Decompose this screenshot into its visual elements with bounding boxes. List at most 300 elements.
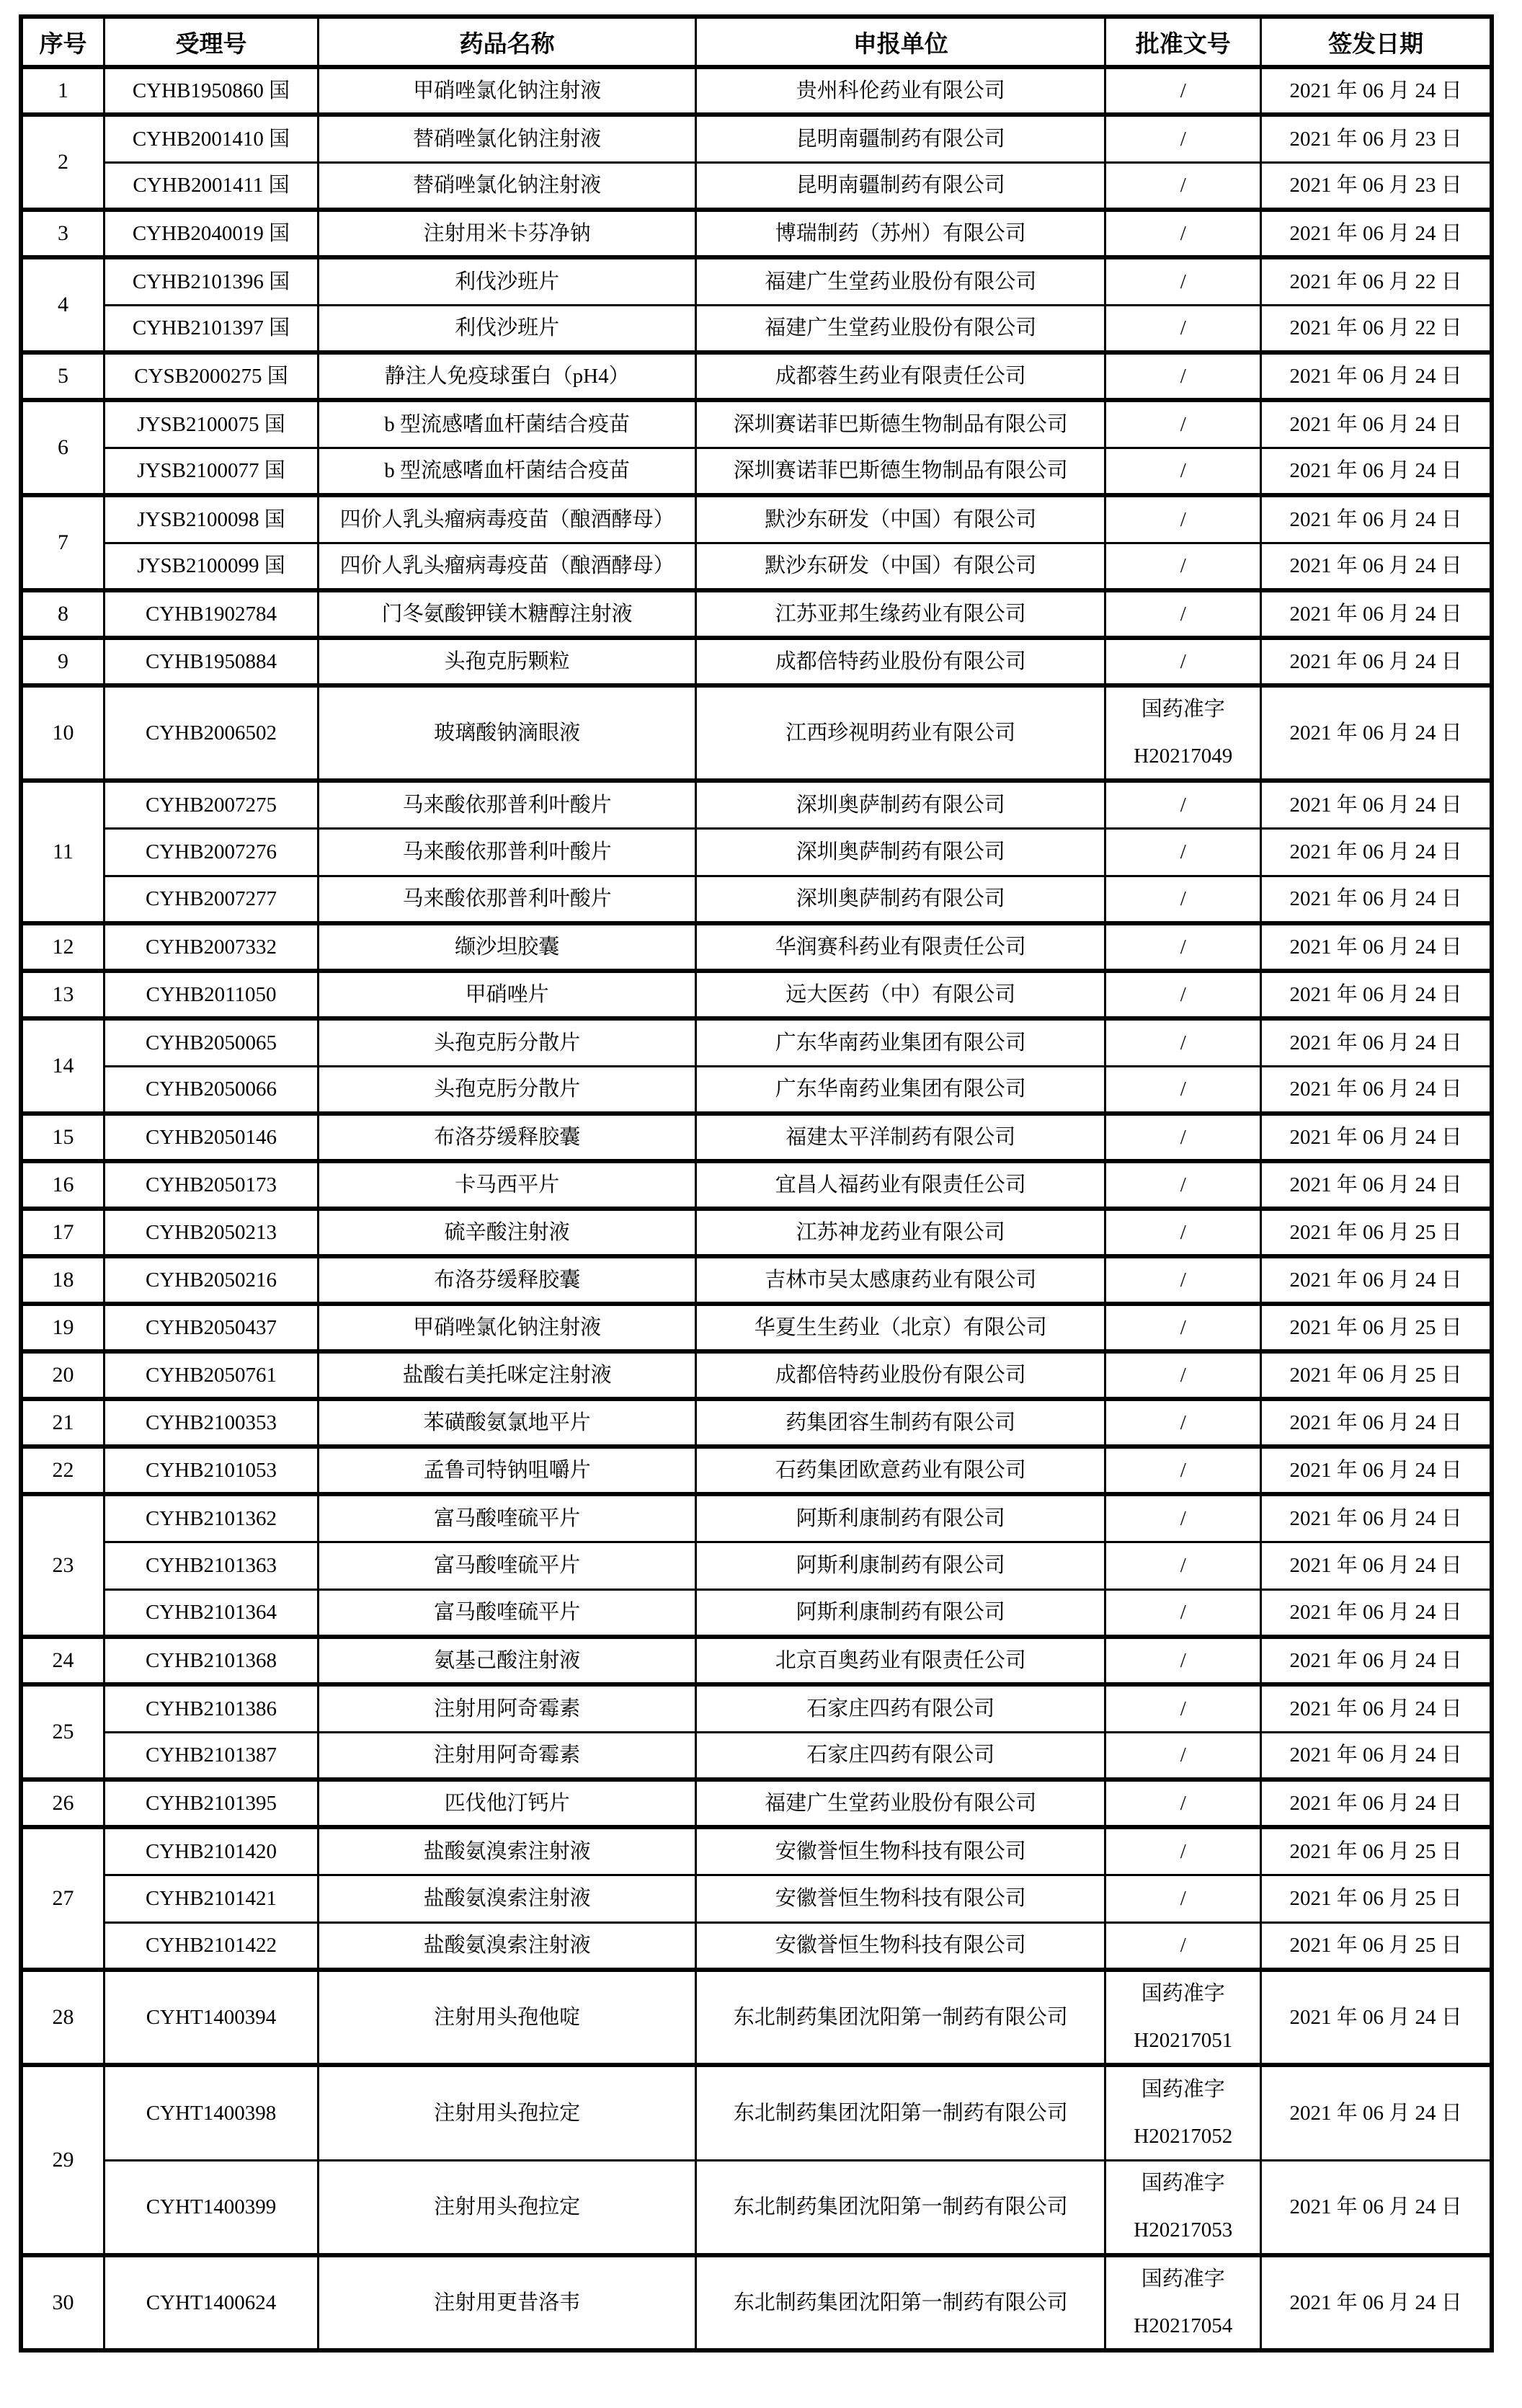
applicant-cell: 安徽誉恒生物科技有限公司: [696, 1922, 1105, 1970]
table-row: [21, 495, 1492, 543]
approval-number-cell: /: [1105, 543, 1261, 590]
issue-date-cell: 2021 年 06 月 24 日: [1261, 638, 1492, 685]
serial-number-cell: 6: [21, 400, 104, 495]
drug-name-cell: 玻璃酸钠滴眼液: [319, 685, 696, 781]
serial-number-cell: 4: [21, 257, 104, 352]
serial-number-cell: 15: [21, 1114, 104, 1161]
issue-date-cell: 2021 年 06 月 22 日: [1261, 257, 1492, 305]
approval-number-cell: /: [1105, 400, 1261, 448]
serial-number-cell: 24: [21, 1637, 104, 1684]
approval-number-cell: /: [1105, 1018, 1261, 1066]
issue-date-cell: 2021 年 06 月 24 日: [1261, 1066, 1492, 1114]
acceptance-number-cell: CYHT1400398: [104, 2065, 318, 2160]
issue-date-cell: 2021 年 06 月 24 日: [1261, 67, 1492, 115]
approval-number-cell: /: [1105, 162, 1261, 210]
issue-date-cell: 2021 年 06 月 24 日: [1261, 1256, 1492, 1304]
acceptance-number-cell: CYHB2101397 国: [104, 305, 318, 352]
issue-date-cell: 2021 年 06 月 24 日: [1261, 400, 1492, 448]
approval-number-cell: [1105, 2065, 1261, 2160]
approval-number-line: H20217052: [1134, 2124, 1233, 2148]
acceptance-number-cell: CYHB2101364: [104, 1589, 318, 1637]
table-row: [21, 1209, 1492, 1256]
applicant-cell: 远大医药（中）有限公司: [696, 971, 1105, 1018]
table-row: [21, 305, 1492, 352]
approval-number-cell: /: [1105, 781, 1261, 828]
acceptance-number-cell: CYHB2050173: [104, 1161, 318, 1209]
table-row: [21, 115, 1492, 162]
col-header-serial-number: 序号: [21, 17, 104, 67]
acceptance-number-cell: CYHB2001410 国: [104, 115, 318, 162]
serial-number-cell: 2: [21, 115, 104, 210]
approval-number-line: H20217054: [1134, 2314, 1233, 2337]
table-row: [21, 162, 1492, 210]
approval-number-cell: /: [1105, 1161, 1261, 1209]
drug-name-cell: 马来酸依那普利叶酸片: [319, 781, 696, 828]
applicant-cell: 东北制药集团沈阳第一制药有限公司: [696, 2160, 1105, 2255]
table-row: [21, 1684, 1492, 1732]
table-row: [21, 543, 1492, 590]
serial-number-cell: 21: [21, 1399, 104, 1447]
acceptance-number-cell: CYHB2050066: [104, 1066, 318, 1114]
acceptance-number-cell: CYHB2101386: [104, 1684, 318, 1732]
table-row: [21, 1161, 1492, 1209]
acceptance-number-cell: CYHB2101363: [104, 1542, 318, 1589]
applicant-cell: 阿斯利康制药有限公司: [696, 1494, 1105, 1542]
issue-date-cell: 2021 年 06 月 24 日: [1261, 685, 1492, 781]
approval-number-cell: /: [1105, 1399, 1261, 1447]
approval-number-cell: /: [1105, 876, 1261, 923]
table-row: [21, 1351, 1492, 1399]
applicant-cell: 昆明南疆制药有限公司: [696, 115, 1105, 162]
drug-name-cell: 缬沙坦胶囊: [319, 923, 696, 971]
table-row: [21, 2065, 1492, 2160]
drug-name-cell: 注射用头孢拉定: [319, 2160, 696, 2255]
col-header-approval-number: 批准文号: [1105, 17, 1261, 67]
applicant-cell: 阿斯利康制药有限公司: [696, 1589, 1105, 1637]
table-row: [21, 210, 1492, 257]
drug-name-cell: 富马酸喹硫平片: [319, 1542, 696, 1589]
approval-number-cell: [1105, 1970, 1261, 2065]
table-row: [21, 1637, 1492, 1684]
col-header-issue-date: 签发日期: [1261, 17, 1492, 67]
serial-number-cell: 14: [21, 1018, 104, 1114]
acceptance-number-cell: CYHB1950884: [104, 638, 318, 685]
approval-number-line: H20217051: [1134, 2029, 1233, 2052]
table-row: [21, 1732, 1492, 1780]
issue-date-cell: 2021 年 06 月 24 日: [1261, 495, 1492, 543]
drug-name-cell: 富马酸喹硫平片: [319, 1589, 696, 1637]
issue-date-cell: 2021 年 06 月 24 日: [1261, 1018, 1492, 1066]
applicant-cell: 博瑞制药（苏州）有限公司: [696, 210, 1105, 257]
issue-date-cell: 2021 年 06 月 24 日: [1261, 1684, 1492, 1732]
drug-name-cell: 盐酸氨溴索注射液: [319, 1827, 696, 1875]
acceptance-number-cell: CYHB2007275: [104, 781, 318, 828]
applicant-cell: 福建广生堂药业股份有限公司: [696, 1780, 1105, 1827]
approval-number-line: 国药准字: [1141, 1982, 1225, 2006]
issue-date-cell: 2021 年 06 月 24 日: [1261, 2160, 1492, 2255]
applicant-cell: 广东华南药业集团有限公司: [696, 1066, 1105, 1114]
serial-number-cell: 5: [21, 352, 104, 400]
approval-number-cell: /: [1105, 1351, 1261, 1399]
serial-number-cell: 23: [21, 1494, 104, 1637]
serial-number-cell: 20: [21, 1351, 104, 1399]
issue-date-cell: 2021 年 06 月 25 日: [1261, 1875, 1492, 1922]
applicant-cell: 东北制药集团沈阳第一制药有限公司: [696, 2255, 1105, 2350]
approval-number-line: H20217053: [1134, 2218, 1233, 2242]
issue-date-cell: 2021 年 06 月 24 日: [1261, 923, 1492, 971]
drug-name-cell: 布洛芬缓释胶囊: [319, 1256, 696, 1304]
issue-date-cell: 2021 年 06 月 24 日: [1261, 1970, 1492, 2065]
applicant-cell: 成都倍特药业股份有限公司: [696, 1351, 1105, 1399]
drug-name-cell: 盐酸氨溴索注射液: [319, 1922, 696, 1970]
acceptance-number-cell: CYHB2101362: [104, 1494, 318, 1542]
issue-date-cell: 2021 年 06 月 24 日: [1261, 590, 1492, 638]
issue-date-cell: 2021 年 06 月 24 日: [1261, 1161, 1492, 1209]
table-row: [21, 1447, 1492, 1494]
table-row: [21, 1066, 1492, 1114]
approval-number-cell: /: [1105, 1637, 1261, 1684]
applicant-cell: 成都蓉生药业有限责任公司: [696, 352, 1105, 400]
acceptance-number-cell: CYHT1400394: [104, 1970, 318, 2065]
table-row: [21, 1780, 1492, 1827]
serial-number-cell: 30: [21, 2255, 104, 2350]
drug-name-cell: 替硝唑氯化钠注射液: [319, 115, 696, 162]
issue-date-cell: 2021 年 06 月 24 日: [1261, 1589, 1492, 1637]
serial-number-cell: 12: [21, 923, 104, 971]
approval-number-cell: /: [1105, 115, 1261, 162]
acceptance-number-cell: CYHB2050761: [104, 1351, 318, 1399]
drug-name-cell: 注射用米卡芬净钠: [319, 210, 696, 257]
approval-number-cell: /: [1105, 1875, 1261, 1922]
applicant-cell: 阿斯利康制药有限公司: [696, 1542, 1105, 1589]
serial-number-cell: 28: [21, 1970, 104, 2065]
issue-date-cell: 2021 年 06 月 24 日: [1261, 1114, 1492, 1161]
table-row: [21, 828, 1492, 876]
drug-name-cell: b 型流感嗜血杆菌结合疫苗: [319, 400, 696, 448]
table-row: [21, 448, 1492, 495]
table-row: [21, 781, 1492, 828]
drug-name-cell: 硫辛酸注射液: [319, 1209, 696, 1256]
applicant-cell: 福建太平洋制药有限公司: [696, 1114, 1105, 1161]
drug-name-cell: 甲硝唑氯化钠注射液: [319, 1304, 696, 1351]
drug-name-cell: 头孢克肟分散片: [319, 1018, 696, 1066]
table-row: [21, 638, 1492, 685]
serial-number-cell: 9: [21, 638, 104, 685]
approval-number-cell: [1105, 685, 1261, 781]
serial-number-cell: 22: [21, 1447, 104, 1494]
table-row: [21, 67, 1492, 115]
applicant-cell: 福建广生堂药业股份有限公司: [696, 305, 1105, 352]
approval-number-cell: /: [1105, 257, 1261, 305]
drug-approval-table: [19, 14, 1494, 2353]
approval-number-cell: /: [1105, 1209, 1261, 1256]
acceptance-number-cell: CYHB2101368: [104, 1637, 318, 1684]
acceptance-number-cell: JYSB2100098 国: [104, 495, 318, 543]
acceptance-number-cell: CYHB2007276: [104, 828, 318, 876]
drug-name-cell: 利伐沙班片: [319, 305, 696, 352]
table-row: [21, 1018, 1492, 1066]
applicant-cell: 福建广生堂药业股份有限公司: [696, 257, 1105, 305]
serial-number-cell: 3: [21, 210, 104, 257]
issue-date-cell: 2021 年 06 月 24 日: [1261, 1447, 1492, 1494]
acceptance-number-cell: CYHB2001411 国: [104, 162, 318, 210]
acceptance-number-cell: JYSB2100075 国: [104, 400, 318, 448]
applicant-cell: 石家庄四药有限公司: [696, 1732, 1105, 1780]
approval-number-cell: /: [1105, 1494, 1261, 1542]
drug-name-cell: 四价人乳头瘤病毒疫苗（酿酒酵母）: [319, 543, 696, 590]
serial-number-cell: 26: [21, 1780, 104, 1827]
approval-number-cell: [1105, 2160, 1261, 2255]
approval-number-cell: /: [1105, 1684, 1261, 1732]
acceptance-number-cell: CYHB1950860 国: [104, 67, 318, 115]
drug-name-cell: 盐酸右美托咪定注射液: [319, 1351, 696, 1399]
acceptance-number-cell: CYHB2050216: [104, 1256, 318, 1304]
serial-number-cell: 11: [21, 781, 104, 923]
drug-name-cell: 注射用阿奇霉素: [319, 1732, 696, 1780]
table-row: [21, 2255, 1492, 2350]
serial-number-cell: 13: [21, 971, 104, 1018]
applicant-cell: 广东华南药业集团有限公司: [696, 1018, 1105, 1066]
approval-number-cell: /: [1105, 1304, 1261, 1351]
applicant-cell: 江西珍视明药业有限公司: [696, 685, 1105, 781]
drug-name-cell: 头孢克肟分散片: [319, 1066, 696, 1114]
applicant-cell: 东北制药集团沈阳第一制药有限公司: [696, 2065, 1105, 2160]
drug-name-cell: 甲硝唑氯化钠注射液: [319, 67, 696, 115]
acceptance-number-cell: CYHB2006502: [104, 685, 318, 781]
acceptance-number-cell: CYHB2101422: [104, 1922, 318, 1970]
approval-number-cell: /: [1105, 448, 1261, 495]
serial-number-cell: 16: [21, 1161, 104, 1209]
issue-date-cell: 2021 年 06 月 24 日: [1261, 1542, 1492, 1589]
drug-name-cell: 布洛芬缓释胶囊: [319, 1114, 696, 1161]
acceptance-number-cell: JYSB2100077 国: [104, 448, 318, 495]
acceptance-number-cell: CYHB2007277: [104, 876, 318, 923]
approval-number-line: 国药准字: [1141, 2267, 1225, 2291]
approval-number-cell: /: [1105, 1542, 1261, 1589]
acceptance-number-cell: CYHB2101421: [104, 1875, 318, 1922]
issue-date-cell: 2021 年 06 月 25 日: [1261, 1827, 1492, 1875]
table-row: [21, 352, 1492, 400]
acceptance-number-cell: CYHB2050213: [104, 1209, 318, 1256]
applicant-cell: 昆明南疆制药有限公司: [696, 162, 1105, 210]
issue-date-cell: 2021 年 06 月 25 日: [1261, 1351, 1492, 1399]
approval-number-line: 国药准字: [1141, 698, 1225, 721]
applicant-cell: 东北制药集团沈阳第一制药有限公司: [696, 1970, 1105, 2065]
issue-date-cell: 2021 年 06 月 24 日: [1261, 876, 1492, 923]
table-row: [21, 590, 1492, 638]
applicant-cell: 深圳赛诺菲巴斯德生物制品有限公司: [696, 448, 1105, 495]
drug-name-cell: 注射用头孢拉定: [319, 2065, 696, 2160]
applicant-cell: 江苏神龙药业有限公司: [696, 1209, 1105, 1256]
approval-number-cell: /: [1105, 1066, 1261, 1114]
applicant-cell: 贵州科伦药业有限公司: [696, 67, 1105, 115]
drug-name-cell: 注射用头孢他啶: [319, 1970, 696, 2065]
serial-number-cell: 19: [21, 1304, 104, 1351]
table-row: [21, 971, 1492, 1018]
table-row: [21, 1827, 1492, 1875]
applicant-cell: 安徽誉恒生物科技有限公司: [696, 1827, 1105, 1875]
drug-name-cell: 注射用更昔洛韦: [319, 2255, 696, 2350]
acceptance-number-cell: CYHT1400624: [104, 2255, 318, 2350]
issue-date-cell: 2021 年 06 月 24 日: [1261, 543, 1492, 590]
applicant-cell: 深圳奥萨制药有限公司: [696, 876, 1105, 923]
issue-date-cell: 2021 年 06 月 24 日: [1261, 781, 1492, 828]
applicant-cell: 北京百奥药业有限责任公司: [696, 1637, 1105, 1684]
issue-date-cell: 2021 年 06 月 25 日: [1261, 1209, 1492, 1256]
acceptance-number-cell: CYHB2100353: [104, 1399, 318, 1447]
approval-number-cell: /: [1105, 1827, 1261, 1875]
col-header-applicant: 申报单位: [696, 17, 1105, 67]
serial-number-cell: 7: [21, 495, 104, 590]
approval-number-line: H20217049: [1134, 745, 1233, 768]
applicant-cell: 默沙东研发（中国）有限公司: [696, 495, 1105, 543]
drug-name-cell: 匹伐他汀钙片: [319, 1780, 696, 1827]
approval-number-cell: /: [1105, 1589, 1261, 1637]
issue-date-cell: 2021 年 06 月 24 日: [1261, 352, 1492, 400]
acceptance-number-cell: CYHB2101396 国: [104, 257, 318, 305]
approval-number-cell: /: [1105, 1447, 1261, 1494]
issue-date-cell: 2021 年 06 月 23 日: [1261, 162, 1492, 210]
approval-number-cell: /: [1105, 923, 1261, 971]
drug-name-cell: 四价人乳头瘤病毒疫苗（酿酒酵母）: [319, 495, 696, 543]
approval-number-cell: /: [1105, 971, 1261, 1018]
approval-number-line: 国药准字: [1141, 2077, 1225, 2101]
table-row: [21, 1542, 1492, 1589]
applicant-cell: 石家庄四药有限公司: [696, 1684, 1105, 1732]
issue-date-cell: 2021 年 06 月 24 日: [1261, 448, 1492, 495]
drug-name-cell: 利伐沙班片: [319, 257, 696, 305]
serial-number-cell: 8: [21, 590, 104, 638]
serial-number-cell: 25: [21, 1684, 104, 1780]
approval-number-cell: /: [1105, 828, 1261, 876]
applicant-cell: 深圳奥萨制药有限公司: [696, 781, 1105, 828]
table-row: [21, 1970, 1492, 2065]
issue-date-cell: 2021 年 06 月 24 日: [1261, 210, 1492, 257]
table-row: [21, 2160, 1492, 2255]
drug-name-cell: 头孢克肟颗粒: [319, 638, 696, 685]
approval-number-cell: /: [1105, 1256, 1261, 1304]
acceptance-number-cell: CYHB2101053: [104, 1447, 318, 1494]
serial-number-cell: 17: [21, 1209, 104, 1256]
approval-number-cell: /: [1105, 495, 1261, 543]
table-row: [21, 1875, 1492, 1922]
applicant-cell: 宜昌人福药业有限责任公司: [696, 1161, 1105, 1209]
table-row: [21, 257, 1492, 305]
drug-name-cell: 注射用阿奇霉素: [319, 1684, 696, 1732]
table-row: [21, 1304, 1492, 1351]
acceptance-number-cell: CYHB2050065: [104, 1018, 318, 1066]
acceptance-number-cell: CYHB2040019 国: [104, 210, 318, 257]
issue-date-cell: 2021 年 06 月 24 日: [1261, 2065, 1492, 2160]
applicant-cell: 江苏亚邦生缘药业有限公司: [696, 590, 1105, 638]
table-row: [21, 685, 1492, 781]
applicant-cell: 深圳赛诺菲巴斯德生物制品有限公司: [696, 400, 1105, 448]
drug-name-cell: 甲硝唑片: [319, 971, 696, 1018]
approval-number-cell: /: [1105, 590, 1261, 638]
acceptance-number-cell: CYHB2007332: [104, 923, 318, 971]
applicant-cell: 深圳奥萨制药有限公司: [696, 828, 1105, 876]
approval-number-cell: /: [1105, 210, 1261, 257]
acceptance-number-cell: CYHB2050437: [104, 1304, 318, 1351]
drug-name-cell: 孟鲁司特钠咀嚼片: [319, 1447, 696, 1494]
approval-number-cell: /: [1105, 1922, 1261, 1970]
issue-date-cell: 2021 年 06 月 22 日: [1261, 305, 1492, 352]
serial-number-cell: 18: [21, 1256, 104, 1304]
drug-name-cell: 静注人免疫球蛋白（pH4）: [319, 352, 696, 400]
acceptance-number-cell: CYHB2101387: [104, 1732, 318, 1780]
drug-name-cell: 替硝唑氯化钠注射液: [319, 162, 696, 210]
col-header-acceptance-number: 受理号: [104, 17, 318, 67]
issue-date-cell: 2021 年 06 月 24 日: [1261, 2255, 1492, 2350]
issue-date-cell: 2021 年 06 月 25 日: [1261, 1922, 1492, 1970]
serial-number-cell: 27: [21, 1827, 104, 1970]
issue-date-cell: 2021 年 06 月 24 日: [1261, 828, 1492, 876]
approval-number-cell: /: [1105, 352, 1261, 400]
serial-number-cell: 1: [21, 67, 104, 115]
applicant-cell: 华润赛科药业有限责任公司: [696, 923, 1105, 971]
table-row: [21, 400, 1492, 448]
applicant-cell: 吉林市吴太感康药业有限公司: [696, 1256, 1105, 1304]
issue-date-cell: 2021 年 06 月 24 日: [1261, 1732, 1492, 1780]
drug-name-cell: 氨基己酸注射液: [319, 1637, 696, 1684]
approval-number-cell: /: [1105, 305, 1261, 352]
applicant-cell: 安徽誉恒生物科技有限公司: [696, 1875, 1105, 1922]
issue-date-cell: 2021 年 06 月 24 日: [1261, 1780, 1492, 1827]
table-row: [21, 1589, 1492, 1637]
acceptance-number-cell: CYHB1902784: [104, 590, 318, 638]
serial-number-cell: 29: [21, 2065, 104, 2255]
approval-number-cell: [1105, 2255, 1261, 2350]
acceptance-number-cell: CYHB2101395: [104, 1780, 318, 1827]
acceptance-number-cell: CYSB2000275 国: [104, 352, 318, 400]
drug-name-cell: 富马酸喹硫平片: [319, 1494, 696, 1542]
approval-number-cell: /: [1105, 1780, 1261, 1827]
applicant-cell: 华夏生生药业（北京）有限公司: [696, 1304, 1105, 1351]
table-row: [21, 1922, 1492, 1970]
issue-date-cell: 2021 年 06 月 24 日: [1261, 1399, 1492, 1447]
approval-number-cell: /: [1105, 638, 1261, 685]
drug-name-cell: 苯磺酸氨氯地平片: [319, 1399, 696, 1447]
table-row: [21, 1114, 1492, 1161]
drug-name-cell: 盐酸氨溴索注射液: [319, 1875, 696, 1922]
acceptance-number-cell: JYSB2100099 国: [104, 543, 318, 590]
drug-name-cell: 卡马西平片: [319, 1161, 696, 1209]
issue-date-cell: 2021 年 06 月 23 日: [1261, 115, 1492, 162]
issue-date-cell: 2021 年 06 月 24 日: [1261, 971, 1492, 1018]
issue-date-cell: 2021 年 06 月 25 日: [1261, 1304, 1492, 1351]
drug-name-cell: b 型流感嗜血杆菌结合疫苗: [319, 448, 696, 495]
acceptance-number-cell: CYHB2050146: [104, 1114, 318, 1161]
acceptance-number-cell: CYHT1400399: [104, 2160, 318, 2255]
acceptance-number-cell: CYHB2101420: [104, 1827, 318, 1875]
table-row: [21, 923, 1492, 971]
serial-number-cell: 10: [21, 685, 104, 781]
applicant-cell: 石药集团欧意药业有限公司: [696, 1447, 1105, 1494]
applicant-cell: 成都倍特药业股份有限公司: [696, 638, 1105, 685]
table-body: [21, 67, 1492, 2350]
applicant-cell: 药集团容生制药有限公司: [696, 1399, 1105, 1447]
col-header-drug-name: 药品名称: [319, 17, 696, 67]
table-row: [21, 1256, 1492, 1304]
drug-name-cell: 马来酸依那普利叶酸片: [319, 828, 696, 876]
header-row: [21, 17, 1492, 67]
acceptance-number-cell: CYHB2011050: [104, 971, 318, 1018]
table-row: [21, 1494, 1492, 1542]
approval-number-cell: /: [1105, 1114, 1261, 1161]
applicant-cell: 默沙东研发（中国）有限公司: [696, 543, 1105, 590]
approval-number-line: 国药准字: [1141, 2172, 1225, 2195]
table-row: [21, 1399, 1492, 1447]
